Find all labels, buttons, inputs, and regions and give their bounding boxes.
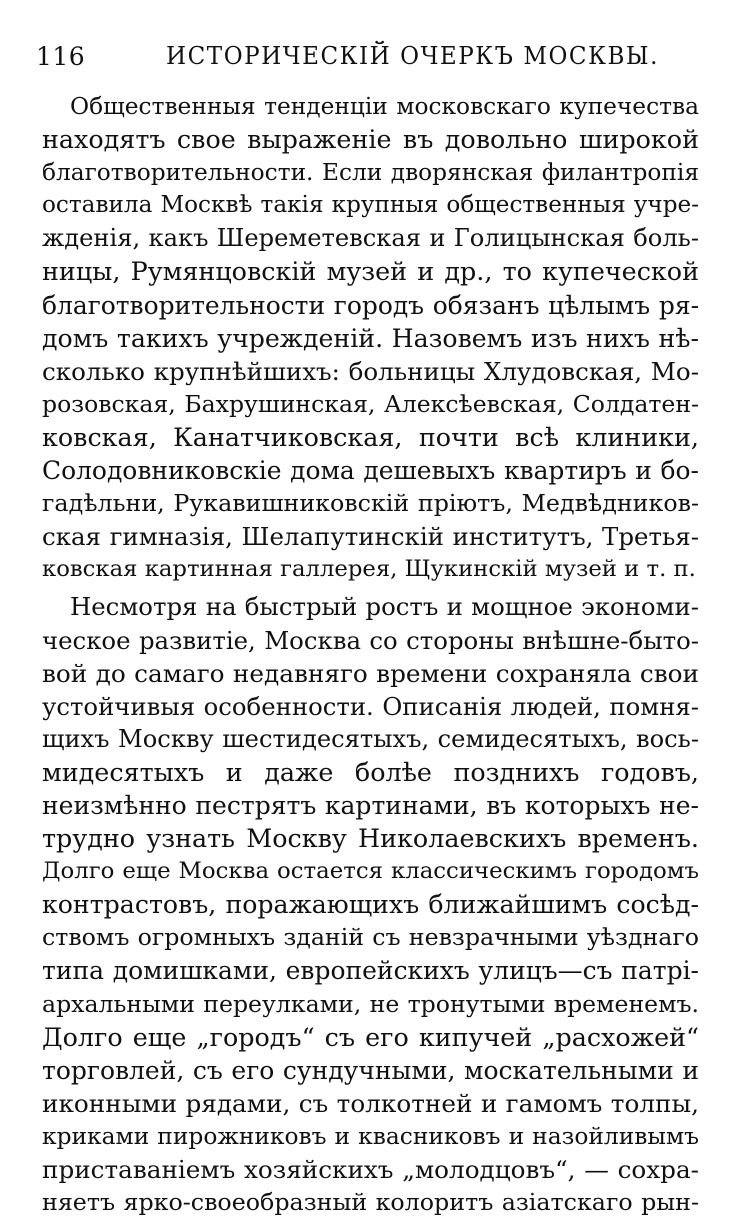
text-line: сколько крупнѣйшихъ: больницы Хлудовская, Мо-	[42, 356, 699, 386]
text-line: неизмѣнно пестрятъ картинами, въ которыхъ не-	[42, 790, 699, 820]
text-line: ческое развитiе, Москва со стороны внѣшне-быто-	[42, 625, 699, 655]
text-line: щихъ Москву шестидесятыхъ, семидесятыхъ, вось-	[42, 724, 699, 753]
text-line: ствомъ огромныхъ зданiй съ невзрачными уѣзднаго	[42, 923, 699, 952]
book-page	[36, 30, 701, 1217]
text-line: торговлей, съ его сундучными, москательными и	[42, 1055, 699, 1085]
body-text	[42, 90, 699, 1219]
text-line: оставила Москвѣ такiя крупныя общественныя учре-	[42, 192, 699, 219]
text-line: Долго еще Москва остается классическимъ городомъ	[42, 858, 699, 885]
text-line: ницы, Румянцовскiй музей и др., то купеческой	[42, 256, 699, 287]
text-line: ковская картинная галлерея, Щукинскiй музей и т. п.	[42, 556, 696, 583]
text-line: жденiя, какъ Шереметевская и Голицынская боль-	[42, 224, 699, 253]
text-line: типа домишками, европейскихъ улицъ—съ патрi-	[42, 956, 699, 986]
text-line: благотворительности. Если дворянская филантропiя	[42, 159, 699, 187]
text-line: домъ такихъ учрежденiй. Назовемъ изъ нихъ нѣ-	[42, 323, 699, 353]
text-line: иконными рядами, съ толкотней и гамомъ толпы,	[42, 1088, 699, 1118]
text-line: находятъ свое выраженiе въ довольно широкой	[42, 124, 699, 155]
text-line: мидесятыхъ и даже болѣе позднихъ годовъ,	[42, 756, 699, 787]
text-line: криками пирожниковъ и квасниковъ и назойливымъ	[42, 1121, 699, 1150]
text-line: контрастовъ, поражающихъ ближайшимъ сосѣд-	[42, 890, 699, 920]
page-header	[36, 30, 701, 76]
text-line: розовская, Бахрушинская, Алексѣевская, Солдатен-	[42, 389, 699, 418]
text-line: Долго еще „городъ“ съ его кипучей „расхожей“	[42, 1021, 699, 1052]
text-line: Солодовниковскiе дома дешевыхъ квартиръ и бо-	[42, 456, 699, 486]
text-line: гадѣльни, Рукавишниковскiй прiютъ, Медвѣдников-	[42, 489, 699, 518]
text-line: ская гимназiя, Шелапутинскiй институтъ, Третья-	[42, 522, 699, 552]
text-line: трудно узнать Москву Николаевскихъ временъ.	[42, 823, 699, 854]
text-line: благотворительности городъ обязанъ цѣлымъ ря-	[42, 290, 699, 320]
text-line: няетъ ярко-своеобразный колоритъ азiатскаго рын-	[42, 1188, 699, 1217]
text-line: вой до самаго недавняго времени сохраняла свои	[42, 658, 699, 688]
running-title: ИСТОРИЧЕСКIЙ ОЧЕРКЪ МОСКВЫ.	[166, 42, 660, 70]
text-line: ковская, Канатчиковская, почти всѣ клиники,	[42, 421, 699, 452]
text-line: Общественныя тенденцiи московскаго купечества	[70, 93, 699, 120]
page-number: 116	[36, 42, 86, 71]
text-line: приставанiемъ хозяйскихъ „молодцовъ“, — сохра-	[42, 1155, 699, 1184]
text-line: Несмотря на быстрый ростъ и мощное экономи-	[70, 592, 699, 622]
text-line: устойчивыя особенности. Описанiя людей, помня-	[42, 691, 699, 721]
text-line: архальными переулками, не тронутыми временемъ.	[42, 989, 699, 1018]
